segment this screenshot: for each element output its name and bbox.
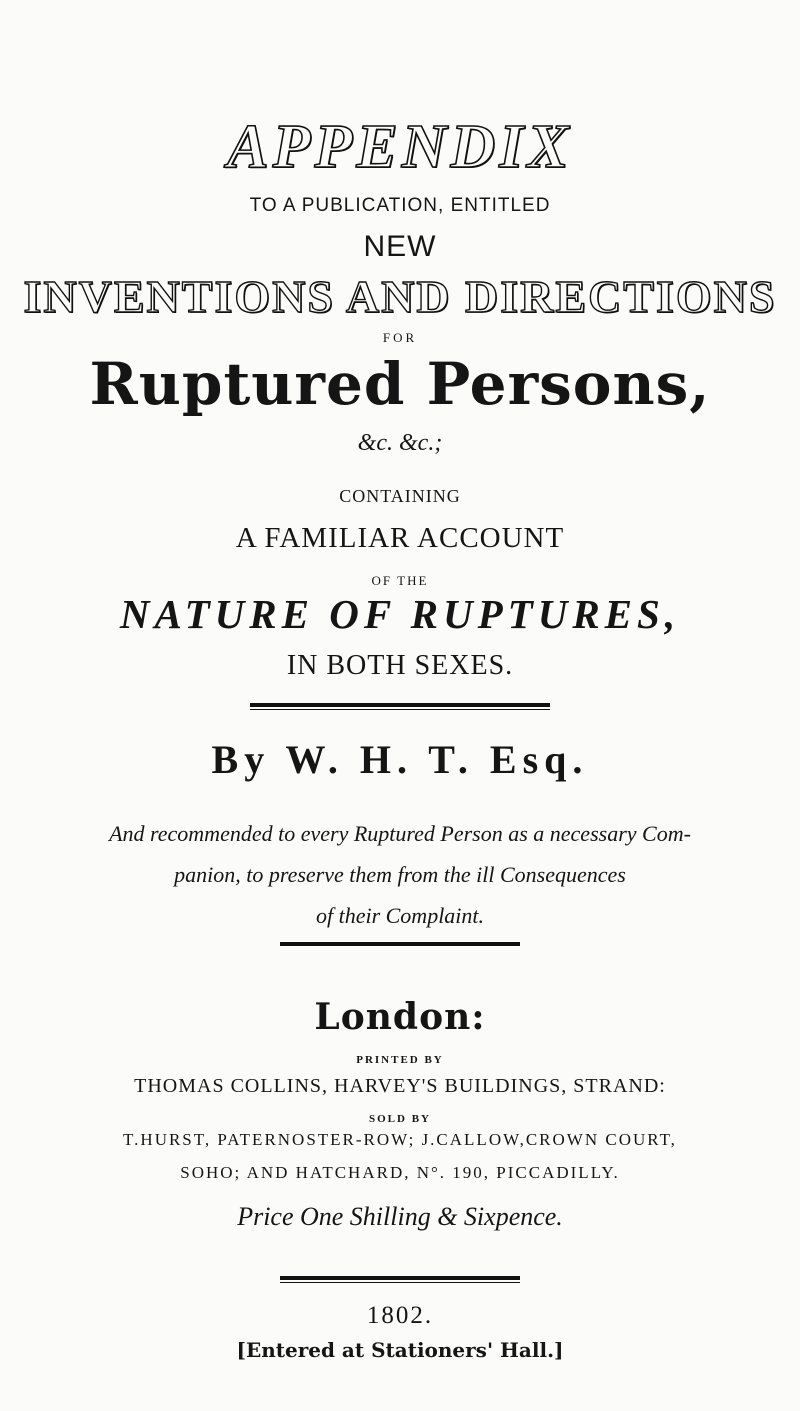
city-heading: London: (314, 996, 486, 1038)
recommendation-text (0, 813, 800, 936)
nature-heading: NATURE OF RUPTURES, (119, 591, 681, 637)
author-line: By W. H. T. Esq. (211, 737, 589, 782)
year-line: 1802. (366, 1302, 434, 1329)
both-sexes-line: IN BOTH SEXES. (286, 650, 514, 681)
divider-rule (280, 1276, 520, 1280)
entered-line: [Entered at Stationers' Hall.] (236, 1338, 564, 1362)
inventions-heading: INVENTIONS AND DIRECTIONS (23, 271, 777, 322)
divider-rule (280, 942, 520, 946)
printed-by-label: PRINTED BY (356, 1054, 444, 1066)
etc-line: &c. &c.; (357, 430, 443, 456)
appendix-heading: APPENDIX (227, 113, 573, 181)
recommendation-line: And recommended to every Ruptured Person as a necessary Com- (109, 821, 691, 846)
sellers-line: SOHO; AND HATCHARD, N°. 190, PICCADILLY. (180, 1163, 620, 1182)
recommendation-line: of their Complaint. (315, 903, 485, 928)
publication-line: TO A PUBLICATION, ENTITLED (249, 195, 551, 216)
familiar-account-line: A FAMILIAR ACCOUNT (235, 522, 565, 554)
containing-label: CONTAINING (339, 486, 461, 506)
divider-rule (250, 709, 550, 710)
printer-line: THOMAS COLLINS, HARVEY'S BUILDINGS, STRAND: (134, 1075, 666, 1097)
recommendation-line: panion, to preserve them from the ill Consequences (174, 862, 626, 887)
sold-by-label: SOLD BY (369, 1113, 431, 1125)
price-line: Price One Shilling & Sixpence. (237, 1202, 563, 1231)
sellers-line: T.HURST, PATERNOSTER-ROW; J.CALLOW,CROWN COURT, (123, 1130, 677, 1149)
ruptured-persons-heading: Ruptured Persons, (89, 350, 711, 418)
for-label: FOR (382, 330, 418, 345)
of-the-label: OF THE (371, 573, 429, 588)
divider-rule (280, 1282, 520, 1283)
new-heading: NEW (363, 230, 437, 263)
divider-rule (250, 703, 550, 707)
